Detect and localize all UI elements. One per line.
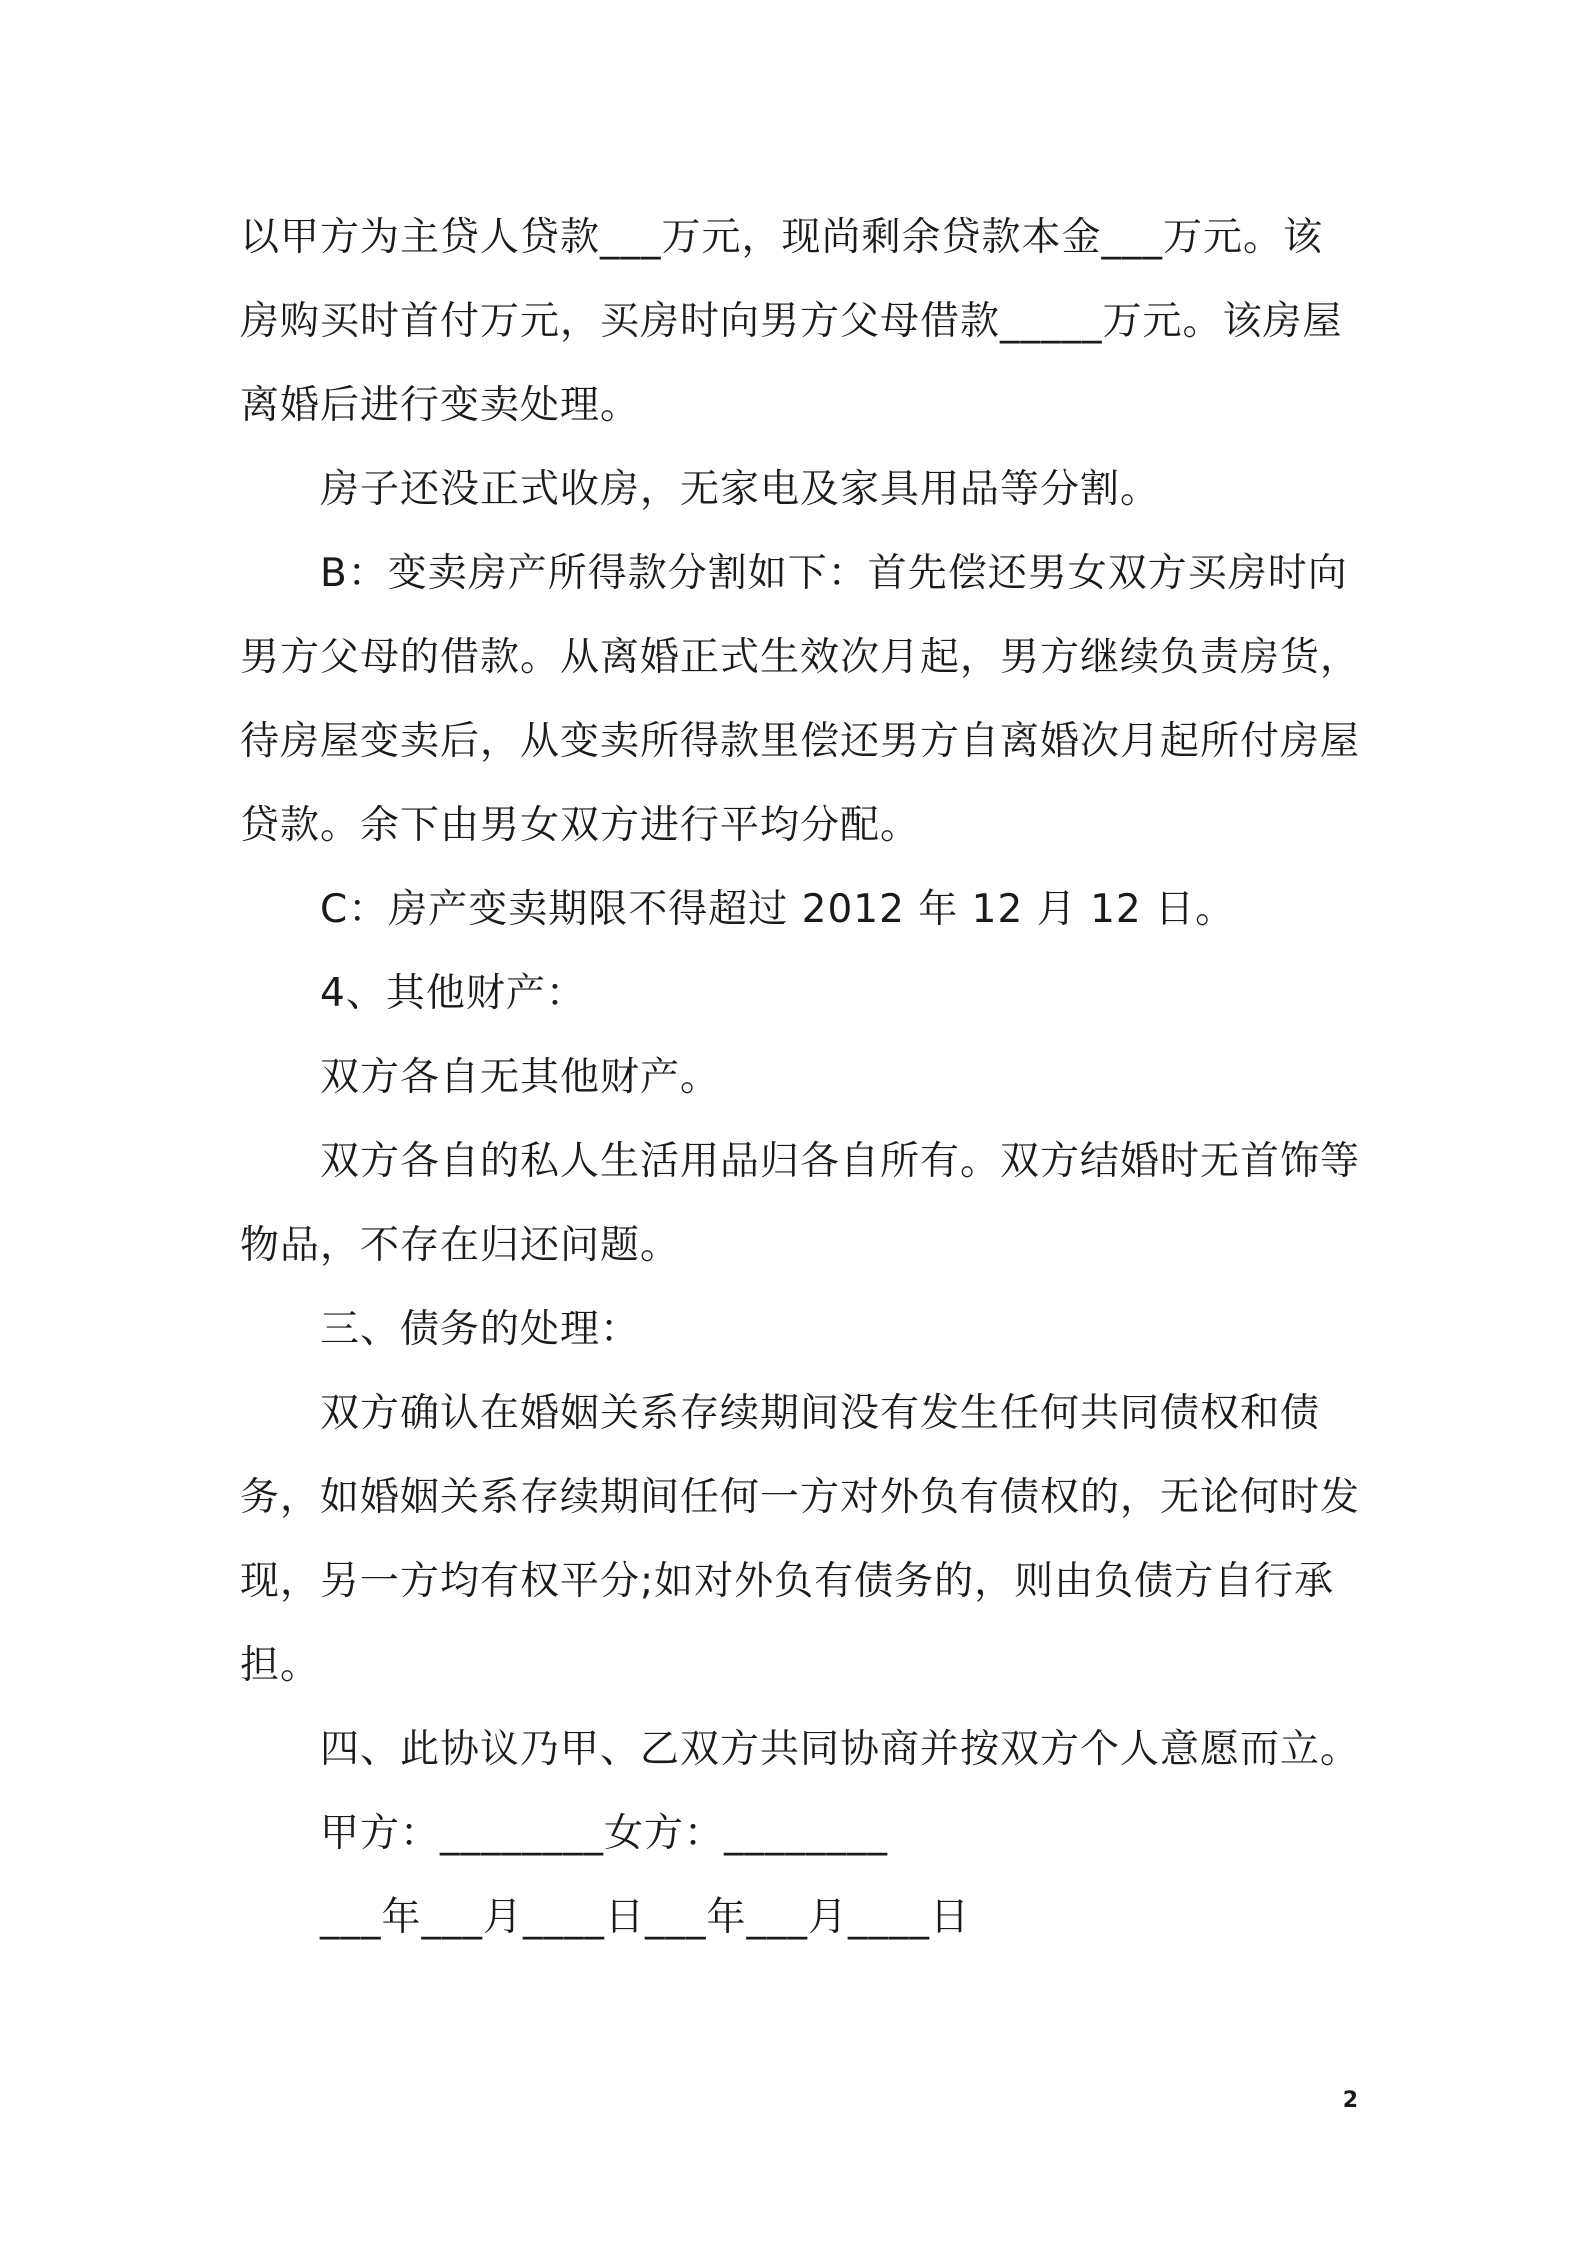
- heading-other-property: 4、其他财产：: [320, 971, 586, 1016]
- paragraph-debt-terms: 双方确认在婚姻关系存续期间没有发生任何共同债权和债务，如婚姻关系存续期间任何一方对外负有债权的，无论何时发现，另一方均有权平分;如对外负有债务的，则由负债方自行承担。: [240, 1391, 1361, 1688]
- paragraph-no-other-property: 双方各自无其他财产。: [320, 1055, 721, 1100]
- paragraph-house-handover: 房子还没正式收房，无家电及家具用品等分割。: [320, 467, 1161, 512]
- signature-line: 甲方：________女方：________: [320, 1811, 889, 1856]
- paragraph-loan-details: 以甲方为主贷人贷款___万元，现尚剩余贷款本金___万元。该房购买时首付万元，买房时向男方父母借款_____万元。该房屋离婚后进行变卖处理。: [240, 215, 1343, 428]
- heading-debt-handling: 三、债务的处理：: [320, 1307, 641, 1352]
- paragraph-sale-proceeds: B：变卖房产所得款分割如下：首先偿还男女双方买房时向男方父母的借款。从离婚正式生效次月起，男方继续负责房货，待房屋变卖后，从变卖所得款里偿还男方自离婚次月起所付房屋贷款。余下由男女双方进行平均分配。: [240, 551, 1361, 848]
- paragraph-sale-deadline: C：房产变卖期限不得超过 2012 年 12 月 12 日。: [320, 887, 1236, 932]
- document-body: [240, 196, 1360, 1960]
- date-line: ___年___月____日___年___月____日: [320, 1895, 971, 1940]
- paragraph-agreement-basis: 四、此协议乃甲、乙双方共同协商并按双方个人意愿而立。: [320, 1727, 1361, 1772]
- page-number: 2: [1342, 2088, 1358, 2113]
- paragraph-personal-items: 双方各自的私人生活用品归各自所有。双方结婚时无首饰等物品，不存在归还问题。: [240, 1139, 1361, 1268]
